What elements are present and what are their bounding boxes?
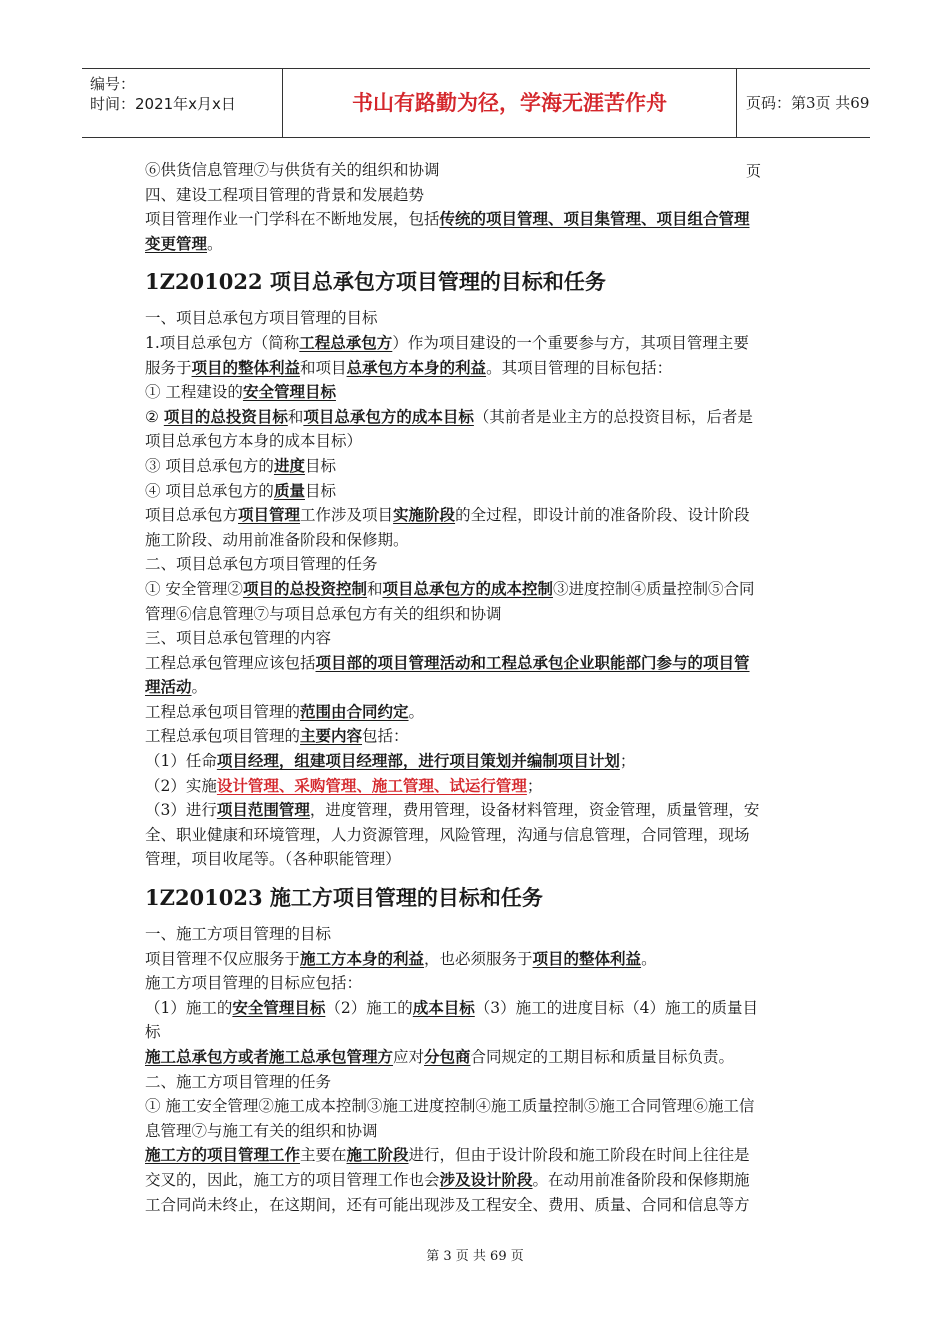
section-heading: 二、项目总承包方项目管理的任务: [145, 555, 378, 574]
emphasis: 项目的整体利益: [191, 357, 301, 377]
section-heading: 一、项目总承包方项目管理的目标: [145, 309, 378, 328]
text-line: ③ 项目总承包方的进度目标: [145, 455, 336, 475]
text-line: 息管理⑦与施工有关的组织和协调: [145, 1121, 378, 1140]
text-line: 工程总承包项目管理的主要内容包括：: [145, 726, 409, 746]
text-line: 施工方项目管理的目标应包括：: [145, 974, 363, 993]
emphasis: 项目部的项目管理活动和工程总承包企业职能部门参与的项目管: [315, 652, 750, 672]
text-line: 1.项目总承包方（简称工程总承包方）作为项目建设的一个重要参与方，其项目管理主要: [145, 332, 749, 352]
emphasis: 安全管理目标: [232, 997, 326, 1017]
emphasis: 成本目标: [412, 997, 475, 1017]
emphasis: 理活动: [145, 677, 192, 697]
emphasis: 施工方的项目管理工作: [145, 1145, 301, 1165]
emphasis: 施工方本身的利益: [300, 948, 425, 968]
text-line: 管理，项目收尾等。（各种职能管理）: [145, 850, 401, 869]
emphasis-red: 设计管理、采购管理、施工管理、试运行管理: [216, 775, 527, 795]
emphasis: 传统的项目管理、项目集管理、项目组合管理: [439, 209, 750, 229]
text-line: 标: [145, 1023, 161, 1042]
text-line: 全、职业健康和环境管理，人力资源管理，风险管理，沟通与信息管理，合同管理，现场: [145, 825, 750, 844]
text-line: （1）任命项目经理，组建项目经理部，进行项目策划并编制项目计划；: [145, 751, 636, 771]
text-line: 变更管理。: [145, 233, 223, 253]
emphasis: 项目的总投资控制: [242, 578, 367, 598]
header-page-label: 页码：第3页 共69页: [746, 94, 870, 180]
emphasis: 实施阶段: [393, 505, 456, 525]
emphasis: 质量: [273, 480, 305, 500]
text-line: 理活动。: [145, 677, 208, 697]
section-heading: 三、项目总承包管理的内容: [145, 629, 332, 648]
header-info-cell: [82, 69, 283, 137]
text-line: 施工总承包方或者施工总承包管理方应对分包商合同规定的工期目标和质量目标负责。: [145, 1047, 735, 1066]
text-line: ② 项目的总投资目标和项目总承包方的成本目标（其前者是业主方的总投资目标，后者是: [145, 406, 753, 426]
code-label: 编号：: [90, 75, 136, 93]
text-line: 施工方的项目管理工作主要在施工阶段进行，但由于设计阶段和施工阶段在时间上往往是: [145, 1145, 750, 1165]
text-line: 服务于项目的整体利益和项目总承包方本身的利益。其项目管理的目标包括：: [145, 357, 673, 377]
emphasis: 项目经理，组建项目经理部，进行项目策划并编制项目计划: [216, 751, 620, 771]
text-line: 项目总承包方本身的成本目标）: [145, 432, 363, 451]
text-line: 项目管理不仅应服务于施工方本身的利益，也必须服务于项目的整体利益。: [145, 948, 657, 968]
text-line: （1）施工的安全管理目标（2）施工的成本目标（3）施工的进度目标（4）施工的质量目: [145, 997, 759, 1017]
section-heading: 四、建设工程项目管理的背景和发展趋势: [145, 185, 425, 204]
emphasis: 总承包方本身的利益: [346, 357, 487, 377]
emphasis: 分包商: [424, 1047, 471, 1066]
text-line-highlighted: （2）实施设计管理、采购管理、施工管理、试运行管理；: [145, 775, 543, 795]
emphasis: 变更管理: [145, 233, 208, 253]
text-line: 工合同尚未终止，在这期间，还有可能出现涉及工程安全、费用、质量、合同和信息等方: [145, 1195, 750, 1214]
text-line: ⑥供货信息管理⑦与供货有关的组织和协调: [145, 161, 440, 179]
text-line: 项目总承包方项目管理工作涉及项目实施阶段的全过程，即设计前的准备阶段、设计阶段: [145, 505, 750, 525]
text-line: ① 施工安全管理②施工成本控制③施工进度控制④施工质量控制⑤施工合同管理⑥施工信: [145, 1097, 755, 1116]
document-body: [145, 158, 810, 1217]
emphasis: 项目的总投资目标: [163, 406, 288, 426]
emphasis: 进度: [273, 455, 305, 475]
emphasis: 项目的整体利益: [532, 948, 642, 968]
emphasis: 项目管理: [238, 505, 301, 525]
text-line: （3）进行项目范围管理，进度管理，费用管理，设备材料管理，资金管理，质量管理，安: [145, 800, 760, 820]
header-motto: 书山有路勤为径，学海无涯苦作舟: [283, 69, 737, 137]
emphasis: 安全管理目标: [242, 382, 336, 402]
text-line: 工程总承包管理应该包括项目部的项目管理活动和工程总承包企业职能部门参与的项目管: [145, 652, 750, 672]
chapter-title: 1Z201022 项目总承包方项目管理的目标和任务: [145, 269, 606, 295]
page-footer: 第 3 页 共 69 页: [426, 1249, 524, 1264]
text-line: ① 工程建设的安全管理目标: [145, 382, 336, 402]
text-line: 施工阶段、动用前准备阶段和保修期。: [145, 530, 409, 549]
emphasis: 项目总承包方的成本控制: [382, 578, 553, 598]
emphasis: 范围由合同约定: [300, 701, 409, 721]
date-label: 时间：2021年x月x日: [90, 95, 236, 113]
emphasis: 项目范围管理: [216, 800, 310, 820]
emphasis: 项目总承包方的成本目标: [303, 406, 474, 426]
section-heading: 一、施工方项目管理的目标: [145, 925, 332, 944]
emphasis: 涉及设计阶段: [439, 1169, 533, 1189]
text-line: 交叉的，因此，施工方的项目管理工作也会涉及设计阶段。在动用前准备阶段和保修期施: [145, 1169, 750, 1189]
text-line: 项目管理作业一门学科在不断地发展，包括传统的项目管理、项目集管理、项目组合管理: [145, 209, 750, 229]
text-line: ① 安全管理②项目的总投资控制和项目总承包方的成本控制③进度控制④质量控制⑤合同: [145, 578, 755, 598]
text-line: 管理⑥信息管理⑦与项目总承包方有关的组织和协调: [145, 604, 502, 623]
section-heading: 二、施工方项目管理的任务: [145, 1072, 332, 1091]
text-line: 工程总承包项目管理的范围由合同约定。: [145, 701, 425, 721]
emphasis: 工程总承包方: [299, 332, 393, 352]
text-line: ④ 项目总承包方的质量目标: [145, 480, 336, 500]
emphasis: 主要内容: [300, 726, 363, 746]
emphasis: 施工总承包方或者施工总承包管理方: [145, 1047, 394, 1066]
emphasis: 施工阶段: [346, 1145, 409, 1165]
chapter-title: 1Z201023 施工方项目管理的目标和任务: [145, 885, 543, 911]
